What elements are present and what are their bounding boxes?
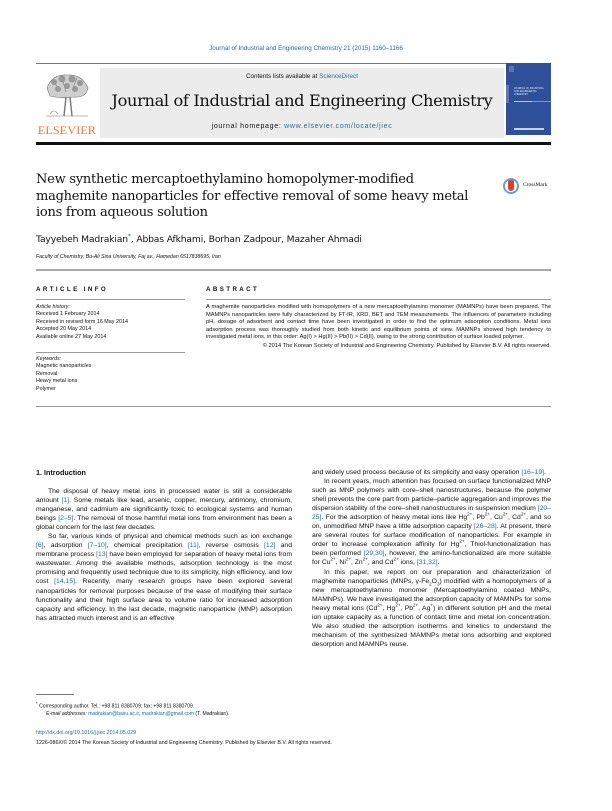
- section-rule: [36, 269, 551, 271]
- journal-cover-thumbnail[interactable]: [506, 63, 551, 135]
- homepage-link[interactable]: www.elsevier.com/locate/jiec: [284, 123, 393, 130]
- elsevier-tree-icon: [42, 70, 92, 122]
- keywords: [36, 356, 186, 393]
- citation-link[interactable]: [12]: [264, 542, 276, 550]
- citation-link[interactable]: [20–25]: [312, 505, 551, 522]
- footnote: [36, 700, 306, 718]
- keyword: Polymer: [36, 385, 56, 392]
- paragraph: and widely used process because of its simplicity and easy operation [16–19].: [312, 469, 546, 476]
- footnote-rule: [36, 694, 74, 695]
- article-info-rule: [36, 299, 185, 300]
- paragraph: In this paper, we report on our preparation and characterization of maghemite nanoparticles (MNPs, $\gamma-Fe_2O_3$) modified with a homopolymers of a new mercaptoethylamino monomer (Mercaptoethylamino coated MNPs, MAMNPs). We have investigated the adsorption capacity of MAMNPs for some heavy metal ions ($Cd^{2+}$, $Hg^{2+}$, $Pb^{2+}$, Ag+) in different solution pH and the metal ion uptake capacity as a function of contact time and metal ion concentration. We also studied the adsorption isotherms and kinetics to understand the mechanism of the synthesized MAMNPs metal ions adsorbing and explored desorption and MAMNPs reuse.: [312, 568, 552, 648]
- running-head[interactable]: Journal of Industrial and Engineering Chemistry 21 (2015) 1160–1166: [209, 45, 403, 52]
- citation-link[interactable]: [26–28]: [473, 523, 497, 531]
- citation-link[interactable]: [6]: [36, 542, 44, 550]
- journal-title: Journal of Industrial and Engineering Chemistry: [111, 91, 493, 110]
- issn-copyright-line: 1226-086X/© 2014 The Korean Society of Industrial and Engineering Chemistry. Published by Elsevier B.V. All rights reserved.: [36, 740, 332, 746]
- keyword: Removal: [36, 370, 58, 377]
- body-column-right: [312, 468, 551, 649]
- paragraph: So far, various kinds of physical and chemical methods such as ion exchange [6], adsorption [7–10], chemical precipitation [11], reverse osmosis [12] and membrane process [13] have been employed for separation of heavy metal ions from wastewater. Among the available methods, adsorption technology is the most promising and frequently used technique due to its simplicity, high efficiency, and low cost [14,15]. Recently, many research groups have been explored several nanoparticles for removal purposes because of the ease of modifying their surface functionality and their high surface area to volume ratio for increased adsorption capacity and efficiency. In the last decade, magnetic nanoparticle (MNP) adsorption has attracted much interest and is an effective: [36, 533, 292, 622]
- author-list: [36, 233, 362, 245]
- keywords-label: Keywords:: [36, 356, 62, 362]
- author-name: Tayyebeh Madrakian: [36, 234, 128, 246]
- abstract-text: A maghemite nanoparticles modified with homopolymers of a new mercaptoethylamino monomer (MAMNPs) have been prepared. The MAMNPs nanoparticles were fully characterized by FT-IR, XRD, BET and TEM measurements. The influences of parameters including pH, dosage of adsorbent and contact time have been investigated in order to find the optimum adsorption conditions. Metal ions adsorption process was thoroughly studied from both kinetic and equilibrium points of view. MAMNPs showed high tendency to investigated metal ions, in this order: Ag(I) > Hg(II) > Pb(II) > Cd(II), owing to the strong contribution of surface loaded polymer.: [206, 304, 551, 341]
- crossmark-label: CrossMark: [523, 182, 548, 188]
- doi-link[interactable]: http://dx.doi.org/10.1016/j.jiec.2014.05.029: [36, 730, 137, 736]
- corresponding-author-mark[interactable]: *: [127, 233, 131, 240]
- cover-rule: [532, 101, 551, 102]
- citation-link[interactable]: [1]: [61, 497, 70, 505]
- homepage-prefix: journal homepage:: [211, 123, 285, 130]
- contents-prefix: Contents lists available at: [245, 73, 320, 80]
- history-online: Available online 27 May 2014: [36, 333, 107, 340]
- article-history: [36, 304, 186, 341]
- abstract: [206, 304, 551, 350]
- elsevier-wordmark: ELSEVIER: [37, 123, 97, 137]
- section-heading-introduction: 1. Introduction: [36, 468, 86, 477]
- keyword: Heavy metal ions: [36, 378, 78, 385]
- author-separator: ,: [281, 234, 287, 246]
- paragraph: In recent years, much attention has focused on surface functionalized MNP such as MNP polymers with core–shell nanostructures, because the polymer shell prevents the core part from particle–particle aggregation and improves the dispersion stability of the core–shell nanostructures in suspension medium [20–25]. For the adsorption of heavy metal ions like $Hg^{2+}$, $Pb^{2+}$, $Cu^{2+}$, $Cd^{2+}$, and so on, unmodified MNP have a little adsorption capacity [26–28]. At present, there are several routes for surface modification of nanoparticles. For example in order to increase complexation affinity for $Hg^{2+}$, Thiol-functionalization has been performed [29,30], however, the amino-functionalized are more suitable for $Cu^{2+}$, $Ni^{2+}$, $Zn^{2+}$, and $Cd^{2+}$ ions, [31,32].: [312, 478, 552, 567]
- citation-link[interactable]: [11]: [187, 542, 199, 550]
- author-name: Borhan Zadpour: [208, 234, 282, 246]
- keywords-rule: [36, 352, 185, 353]
- author-separator: ,: [203, 234, 209, 246]
- cover-seal-icon: [509, 66, 514, 72]
- abstract-copyright: © 2014 The Korean Society of Industrial and Engineering Chemistry. Published by Elsevier B.V. All rights reserved.: [262, 342, 551, 349]
- history-revised: Received in revised form 16 May 2014: [36, 318, 128, 325]
- history-accepted: Accepted 20 May 2014: [36, 326, 92, 333]
- email-link[interactable]: madrakian@basu.ac.ir: [88, 710, 139, 717]
- body-column-left: [36, 487, 292, 623]
- article-title: New synthetic mercaptoethylamino homopolymer-modified maghemite nanoparticles for effective removal of some heavy metal ions from aqueous solution: [36, 172, 469, 220]
- corresponding-author-note: * Corresponding author. Tel.: +98 811 8380709; fax: +98 811 8380709.: [36, 701, 195, 710]
- article-info-heading: ARTICLE INFO: [36, 286, 109, 293]
- email-line: E-mail addresses: madrakian@basu.ac.ir, madrakian@gmail.com (T. Madrakian).: [46, 710, 230, 717]
- cover-decoration: [506, 85, 509, 103]
- author-name: Mazaher Ahmadi: [286, 234, 362, 246]
- citation-link[interactable]: [29,30]: [363, 550, 385, 558]
- journal-banner: [100, 68, 504, 138]
- contents-line: [100, 73, 504, 80]
- cover-footer: [514, 128, 544, 130]
- email-link[interactable]: madrakian@gmail.com: [141, 710, 194, 717]
- abstract-rule: [206, 299, 551, 300]
- front-matter-end-rule: [36, 406, 551, 407]
- elsevier-logo[interactable]: [36, 68, 98, 138]
- citation-link[interactable]: [13]: [96, 551, 108, 559]
- paragraph: The disposal of heavy metal ions in processed water is still a considerable amount [1]. Some metals like lead, arsenic, copper, mercury, antimony, chromium, manganese, and cadmium are significantly toxic to ecological systems and human beings [2–5]. The removal of those harmful metal ions from environment has been a global concern for the last few decades.: [36, 488, 293, 532]
- crossmark-button[interactable]: [503, 178, 563, 198]
- sciencedirect-link[interactable]: ScienceDirect: [319, 73, 358, 80]
- homepage-line: [100, 123, 504, 130]
- abstract-heading: ABSTRACT: [206, 286, 260, 293]
- citation-link[interactable]: [14,15]: [54, 578, 75, 586]
- citation-link[interactable]: [31,32]: [416, 559, 438, 567]
- citation-link[interactable]: [7–10]: [87, 542, 107, 550]
- cover-accent-bar: [514, 101, 532, 102]
- history-label: Article history:: [36, 304, 70, 310]
- history-received: Received 1 February 2014: [36, 311, 100, 318]
- crossmark-icon: [503, 178, 519, 194]
- cover-title: JOURNAL OF INDUSTRIAL AND ENGINEERING CHEMISTRY: [514, 87, 544, 96]
- citation-link[interactable]: [16–19]: [521, 469, 544, 476]
- author-name: Abbas Afkhami: [136, 234, 204, 246]
- author-separator: ,: [130, 234, 137, 246]
- header-thick-rule: [36, 142, 551, 145]
- affiliation: Faculty of Chemistry, Bu-Ali Sina University, Faj av., Hamedan 6517838695, Iran: [36, 254, 221, 260]
- keyword: Magnetic nanoparticles: [36, 363, 92, 370]
- header-rule: [36, 63, 506, 64]
- citation-link[interactable]: [2–5]: [58, 515, 74, 523]
